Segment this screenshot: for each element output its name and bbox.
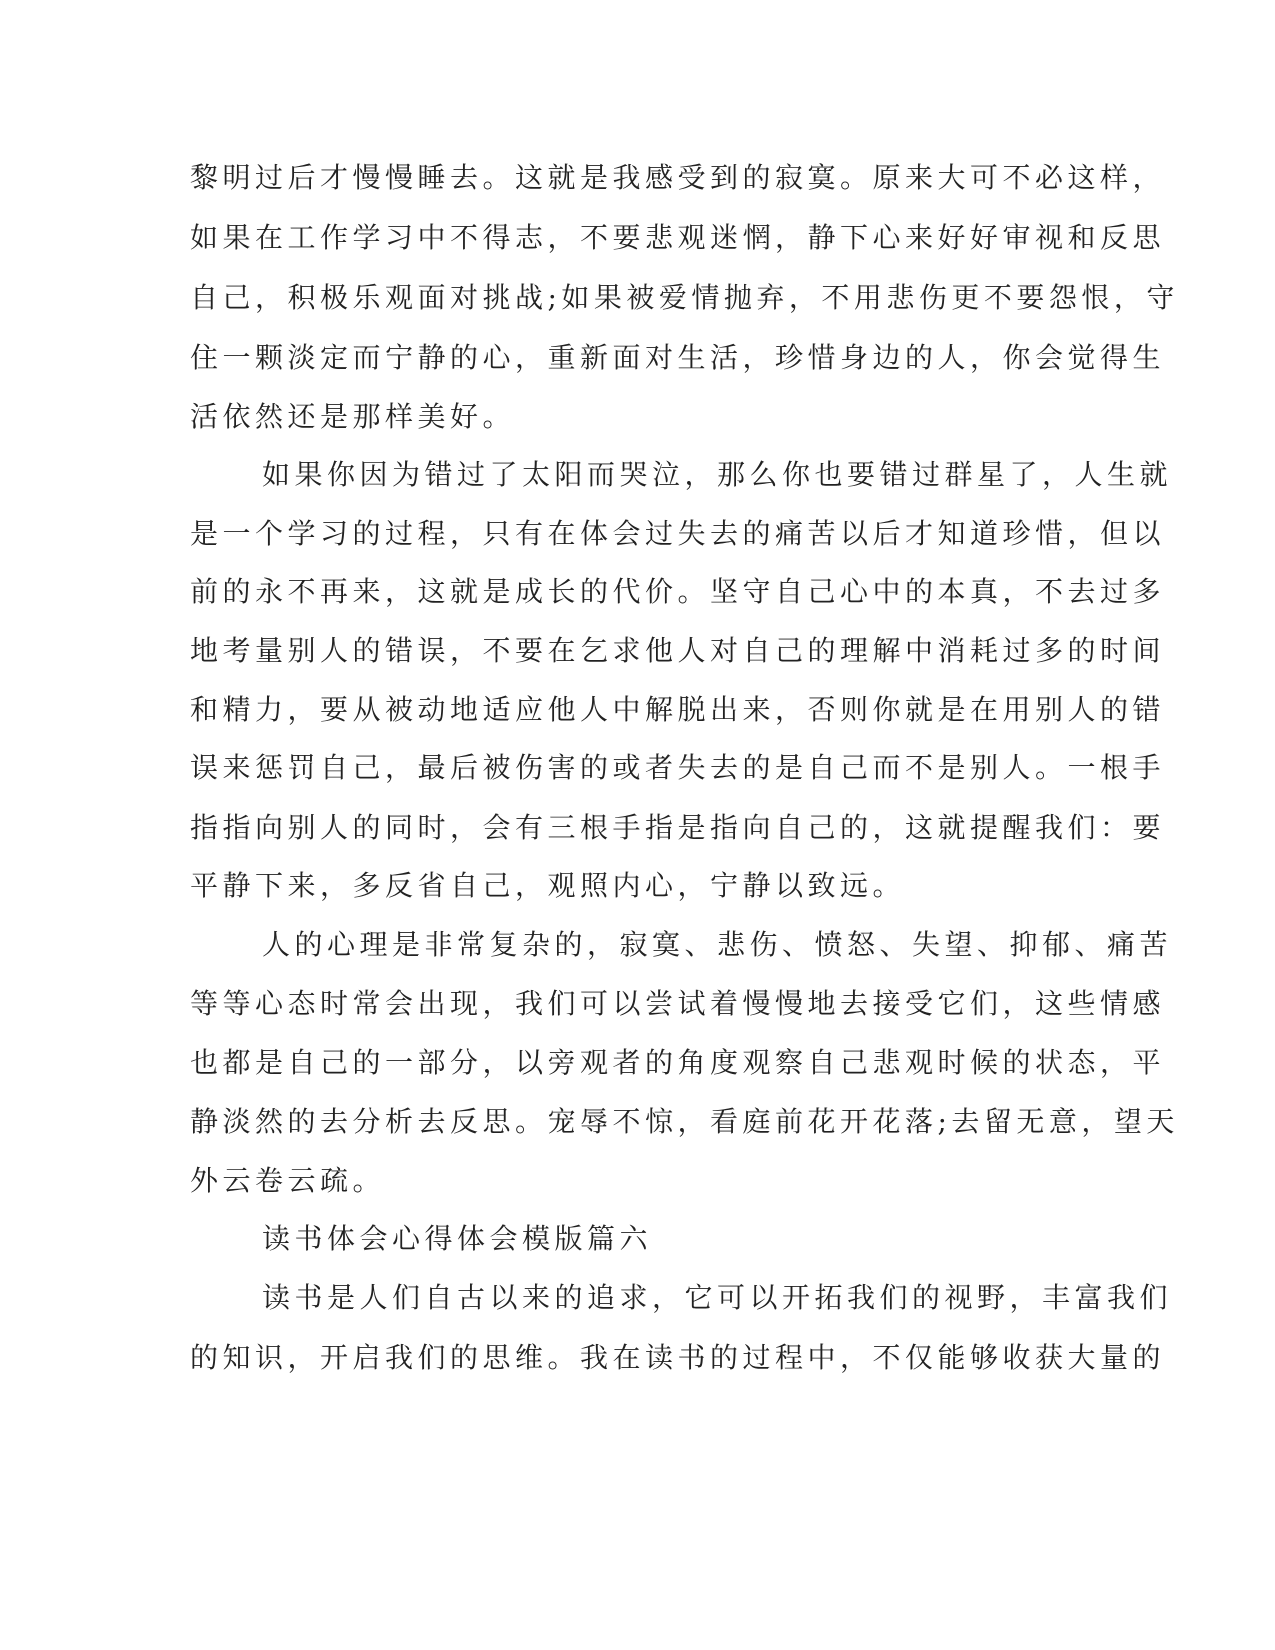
paragraph-first-line: 人的心理是非常复杂的，寂寞、悲伤、愤怒、失望、抑郁、痛苦: [262, 928, 1173, 961]
text-line: 和精力，要从被动地适应他人中解脱出来，否则你就是在用别人的错: [190, 693, 1166, 726]
text-line: 误来惩罚自己，最后被伤害的或者失去的是自己而不是别人。一根手: [190, 751, 1166, 784]
text-line: 等等心态时常会出现，我们可以尝试着慢慢地去接受它们，这些情感: [190, 987, 1166, 1020]
text-line: 住一颗淡定而宁静的心，重新面对生活，珍惜身边的人，你会觉得生: [190, 341, 1166, 374]
paragraph-first-line: 如果你因为错过了太阳而哭泣，那么你也要错过群星了，人生就: [262, 458, 1173, 491]
section-heading: 读书体会心得体会模版篇六: [262, 1222, 653, 1255]
text-line: 如果在工作学习中不得志，不要悲观迷惘，静下心来好好审视和反思: [190, 221, 1166, 254]
text-line: 前的永不再来，这就是成长的代价。坚守自己心中的本真，不去过多: [190, 575, 1166, 608]
text-line: 自己，积极乐观面对挑战;如果被爱情抛弃，不用悲伤更不要怨恨，守: [190, 281, 1179, 314]
text-line: 是一个学习的过程，只有在体会过失去的痛苦以后才知道珍惜，但以: [190, 517, 1166, 550]
text-line: 静淡然的去分析去反思。宠辱不惊，看庭前花开花落;去留无意，望天: [190, 1105, 1179, 1138]
text-line: 平静下来，多反省自己，观照内心，宁静以致远。: [190, 869, 906, 902]
text-line: 黎明过后才慢慢睡去。这就是我感受到的寂寞。原来大可不必这样，: [190, 161, 1166, 194]
text-line: 地考量别人的错误，不要在乞求他人对自己的理解中消耗过多的时间: [190, 634, 1166, 667]
text-line: 也都是自己的一部分，以旁观者的角度观察自己悲观时候的状态，平: [190, 1046, 1166, 1079]
text-line: 指指向别人的同时，会有三根手指是指向自己的，这就提醒我们：要: [190, 811, 1166, 844]
text-line: 外云卷云疏。: [190, 1164, 386, 1197]
text-line: 活依然还是那样美好。: [190, 400, 516, 433]
text-line: 的知识，开启我们的思维。我在读书的过程中，不仅能够收获大量的: [190, 1341, 1166, 1374]
paragraph-first-line: 读书是人们自古以来的追求，它可以开拓我们的视野，丰富我们: [262, 1281, 1173, 1314]
